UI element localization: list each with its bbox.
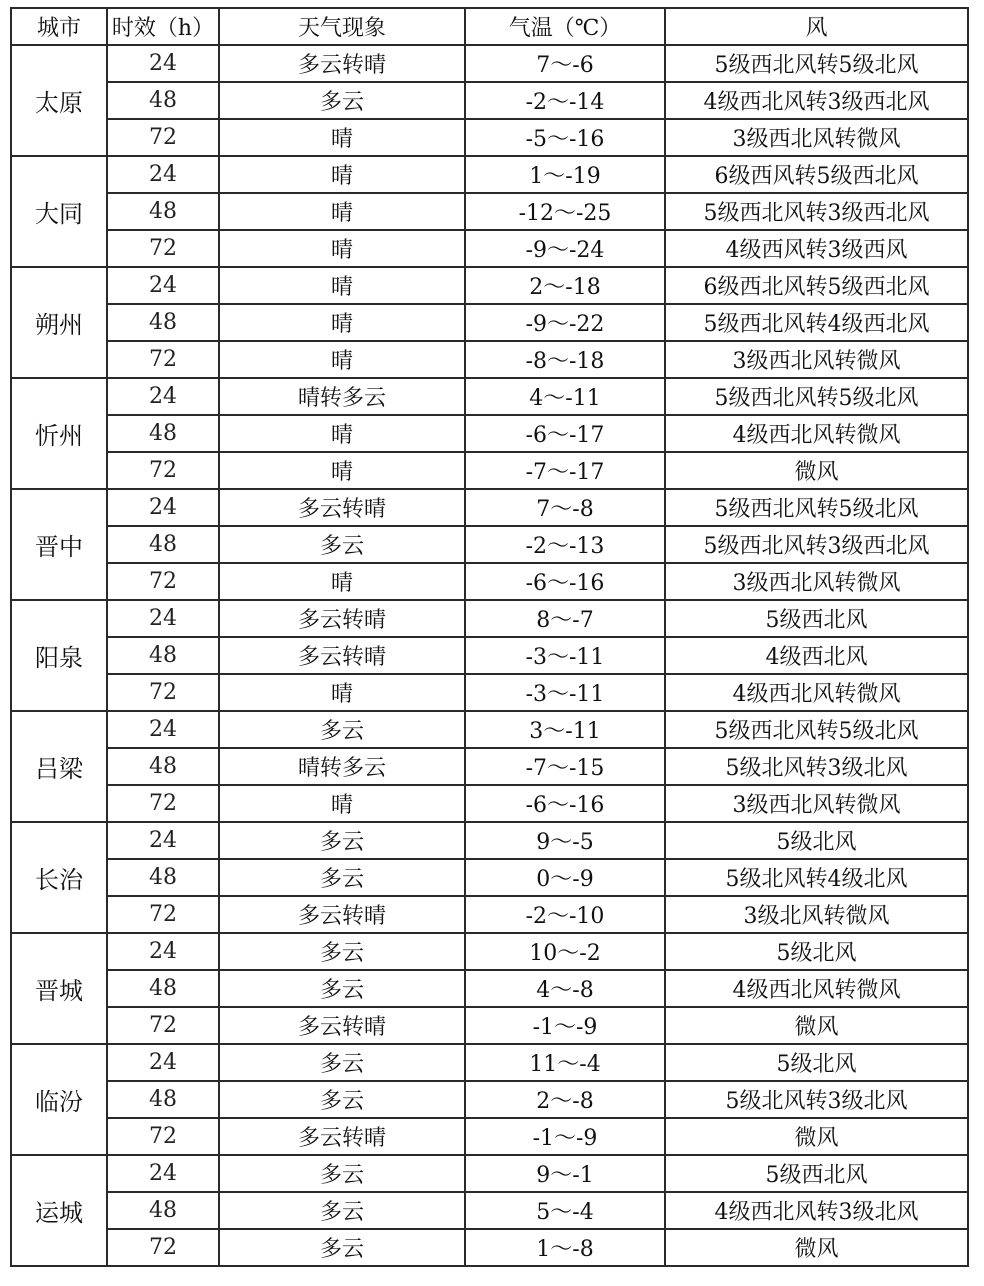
temperature-cell: -7～-17 [465, 452, 665, 489]
weather-cell: 多云 [219, 933, 465, 970]
forecast-body [11, 45, 968, 1266]
table-row [11, 748, 968, 785]
temperature-cell: -6～-16 [465, 563, 665, 600]
wind-cell: 4级西北风转3级西北风 [665, 82, 968, 119]
wind-cell: 3级西北风转微风 [665, 785, 968, 822]
header-row [11, 8, 968, 45]
weather-cell: 晴 [219, 452, 465, 489]
city-name-cell: 忻州 [11, 378, 107, 489]
hours-cell: 72 [107, 452, 219, 489]
hours-cell: 24 [107, 267, 219, 304]
temperature-cell: -6～-17 [465, 415, 665, 452]
table-row [11, 859, 968, 896]
header-hours: 时效（h） [107, 8, 219, 45]
city-name-cell: 太原 [11, 45, 107, 156]
table-row [11, 341, 968, 378]
weather-cell: 多云 [219, 1229, 465, 1266]
weather-cell: 多云 [219, 1155, 465, 1192]
temperature-cell: -7～-15 [465, 748, 665, 785]
table-row [11, 378, 968, 415]
table-row [11, 415, 968, 452]
table-row [11, 933, 968, 970]
wind-cell: 5级西北风转5级北风 [665, 378, 968, 415]
wind-cell: 4级西北风 [665, 637, 968, 674]
temperature-cell: -3～-11 [465, 674, 665, 711]
table-row [11, 230, 968, 267]
wind-cell: 5级西北风转3级西北风 [665, 526, 968, 563]
wind-cell: 5级西北风转3级西北风 [665, 193, 968, 230]
weather-cell: 多云 [219, 859, 465, 896]
table-row [11, 304, 968, 341]
temperature-cell: -3～-11 [465, 637, 665, 674]
temperature-cell: 9～-1 [465, 1155, 665, 1192]
table-row [11, 785, 968, 822]
hours-cell: 72 [107, 341, 219, 378]
temperature-cell: 11～-4 [465, 1044, 665, 1081]
header-weather: 天气现象 [219, 8, 465, 45]
hours-cell: 24 [107, 711, 219, 748]
wind-cell: 5级北风 [665, 1044, 968, 1081]
weather-cell: 晴 [219, 563, 465, 600]
temperature-cell: -1～-9 [465, 1007, 665, 1044]
hours-cell: 72 [107, 230, 219, 267]
wind-cell: 5级北风转3级北风 [665, 748, 968, 785]
city-name-cell: 长治 [11, 822, 107, 933]
table-row [11, 674, 968, 711]
temperature-cell: 7～-6 [465, 45, 665, 82]
hours-cell: 24 [107, 933, 219, 970]
hours-cell: 24 [107, 1155, 219, 1192]
city-name-cell: 临汾 [11, 1044, 107, 1155]
temperature-cell: 10～-2 [465, 933, 665, 970]
table-row [11, 489, 968, 526]
hours-cell: 24 [107, 822, 219, 859]
table-row [11, 711, 968, 748]
weather-cell: 多云转晴 [219, 637, 465, 674]
weather-cell: 晴转多云 [219, 748, 465, 785]
temperature-cell: 7～-8 [465, 489, 665, 526]
temperature-cell: -12～-25 [465, 193, 665, 230]
city-name-cell: 阳泉 [11, 600, 107, 711]
wind-cell: 4级西北风转微风 [665, 674, 968, 711]
temperature-cell: -9～-22 [465, 304, 665, 341]
weather-cell: 晴 [219, 230, 465, 267]
table-row [11, 1118, 968, 1155]
wind-cell: 4级西北风转微风 [665, 970, 968, 1007]
hours-cell: 48 [107, 859, 219, 896]
weather-cell: 晴 [219, 341, 465, 378]
forecast-table-container [10, 7, 969, 1267]
city-name-cell: 吕梁 [11, 711, 107, 822]
wind-cell: 4级西北风转微风 [665, 415, 968, 452]
hours-cell: 48 [107, 748, 219, 785]
wind-cell: 4级西风转3级西风 [665, 230, 968, 267]
temperature-cell: -2～-14 [465, 82, 665, 119]
table-row [11, 600, 968, 637]
city-name-cell: 朔州 [11, 267, 107, 378]
wind-cell: 5级北风 [665, 822, 968, 859]
hours-cell: 72 [107, 563, 219, 600]
temperature-cell: 9～-5 [465, 822, 665, 859]
table-row [11, 193, 968, 230]
hours-cell: 72 [107, 1007, 219, 1044]
table-row [11, 1192, 968, 1229]
hours-cell: 48 [107, 304, 219, 341]
hours-cell: 24 [107, 378, 219, 415]
header-wind: 风 [665, 8, 968, 45]
city-name-cell: 晋中 [11, 489, 107, 600]
weather-cell: 多云 [219, 82, 465, 119]
weather-cell: 多云转晴 [219, 600, 465, 637]
temperature-cell: -8～-18 [465, 341, 665, 378]
hours-cell: 48 [107, 193, 219, 230]
weather-cell: 多云 [219, 526, 465, 563]
weather-cell: 多云转晴 [219, 896, 465, 933]
weather-cell: 晴 [219, 156, 465, 193]
city-name-cell: 运城 [11, 1155, 107, 1266]
wind-cell: 6级西北风转5级西北风 [665, 267, 968, 304]
table-row [11, 1229, 968, 1266]
table-row [11, 1007, 968, 1044]
forecast-table [10, 7, 969, 1267]
temperature-cell: 2～-18 [465, 267, 665, 304]
wind-cell: 微风 [665, 1229, 968, 1266]
hours-cell: 72 [107, 1229, 219, 1266]
weather-cell: 多云 [219, 1081, 465, 1118]
temperature-cell: 0～-9 [465, 859, 665, 896]
table-row [11, 1044, 968, 1081]
weather-cell: 多云转晴 [219, 45, 465, 82]
hours-cell: 72 [107, 1118, 219, 1155]
weather-cell: 晴转多云 [219, 378, 465, 415]
weather-cell: 多云转晴 [219, 1007, 465, 1044]
temperature-cell: 5～-4 [465, 1192, 665, 1229]
table-row [11, 637, 968, 674]
hours-cell: 48 [107, 415, 219, 452]
hours-cell: 24 [107, 600, 219, 637]
weather-cell: 多云 [219, 1192, 465, 1229]
table-row [11, 563, 968, 600]
weather-cell: 多云 [219, 1044, 465, 1081]
hours-cell: 24 [107, 489, 219, 526]
wind-cell: 5级西北风转5级北风 [665, 45, 968, 82]
temperature-cell: 4～-11 [465, 378, 665, 415]
table-row [11, 45, 968, 82]
hours-cell: 72 [107, 785, 219, 822]
hours-cell: 48 [107, 526, 219, 563]
weather-cell: 晴 [219, 674, 465, 711]
wind-cell: 3级西北风转微风 [665, 341, 968, 378]
hours-cell: 24 [107, 1044, 219, 1081]
table-row [11, 822, 968, 859]
wind-cell: 5级西北风转4级西北风 [665, 304, 968, 341]
hours-cell: 48 [107, 82, 219, 119]
wind-cell: 4级西北风转3级北风 [665, 1192, 968, 1229]
wind-cell: 3级西北风转微风 [665, 119, 968, 156]
table-row [11, 119, 968, 156]
temperature-cell: 3～-11 [465, 711, 665, 748]
weather-cell: 晴 [219, 193, 465, 230]
hours-cell: 48 [107, 1192, 219, 1229]
weather-cell: 晴 [219, 119, 465, 156]
wind-cell: 5级西北风 [665, 600, 968, 637]
temperature-cell: -2～-13 [465, 526, 665, 563]
wind-cell: 5级西北风转5级北风 [665, 489, 968, 526]
wind-cell: 5级北风转4级北风 [665, 859, 968, 896]
weather-cell: 多云 [219, 711, 465, 748]
wind-cell: 5级西北风转5级北风 [665, 711, 968, 748]
weather-cell: 多云转晴 [219, 1118, 465, 1155]
weather-cell: 多云 [219, 822, 465, 859]
table-row [11, 1081, 968, 1118]
temperature-cell: 8～-7 [465, 600, 665, 637]
weather-cell: 多云 [219, 970, 465, 1007]
wind-cell: 5级北风 [665, 933, 968, 970]
temperature-cell: 1～-19 [465, 156, 665, 193]
wind-cell: 3级北风转微风 [665, 896, 968, 933]
hours-cell: 48 [107, 637, 219, 674]
wind-cell: 5级北风转3级北风 [665, 1081, 968, 1118]
table-row [11, 82, 968, 119]
wind-cell: 5级西北风 [665, 1155, 968, 1192]
table-row [11, 896, 968, 933]
weather-cell: 晴 [219, 267, 465, 304]
header-city: 城市 [11, 8, 107, 45]
hours-cell: 72 [107, 896, 219, 933]
wind-cell: 微风 [665, 452, 968, 489]
table-row [11, 1155, 968, 1192]
wind-cell: 3级西北风转微风 [665, 563, 968, 600]
weather-cell: 晴 [219, 785, 465, 822]
hours-cell: 24 [107, 156, 219, 193]
temperature-cell: -5～-16 [465, 119, 665, 156]
table-row [11, 526, 968, 563]
temperature-cell: -2～-10 [465, 896, 665, 933]
wind-cell: 6级西风转5级西北风 [665, 156, 968, 193]
temperature-cell: -1～-9 [465, 1118, 665, 1155]
temperature-cell: 1～-8 [465, 1229, 665, 1266]
wind-cell: 微风 [665, 1118, 968, 1155]
temperature-cell: -9～-24 [465, 230, 665, 267]
weather-cell: 多云转晴 [219, 489, 465, 526]
table-row [11, 452, 968, 489]
wind-cell: 微风 [665, 1007, 968, 1044]
table-row [11, 970, 968, 1007]
header-temperature: 气温（℃） [465, 8, 665, 45]
hours-cell: 72 [107, 674, 219, 711]
temperature-cell: -6～-16 [465, 785, 665, 822]
hours-cell: 24 [107, 45, 219, 82]
city-name-cell: 晋城 [11, 933, 107, 1044]
temperature-cell: 2～-8 [465, 1081, 665, 1118]
table-row [11, 267, 968, 304]
weather-cell: 晴 [219, 304, 465, 341]
table-row [11, 156, 968, 193]
city-name-cell: 大同 [11, 156, 107, 267]
weather-cell: 晴 [219, 415, 465, 452]
hours-cell: 72 [107, 119, 219, 156]
hours-cell: 48 [107, 970, 219, 1007]
hours-cell: 48 [107, 1081, 219, 1118]
temperature-cell: 4～-8 [465, 970, 665, 1007]
